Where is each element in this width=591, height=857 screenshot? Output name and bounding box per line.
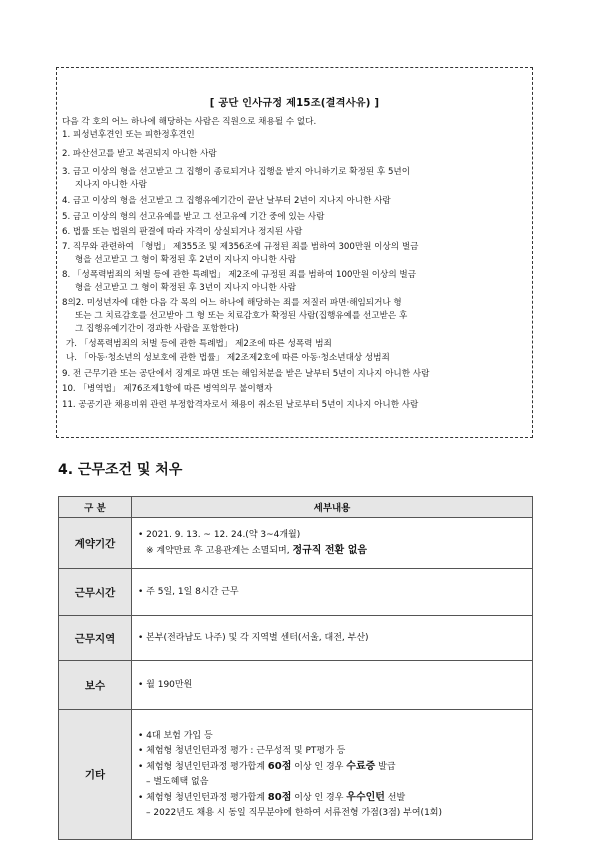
row-content-contract bbox=[132, 518, 533, 569]
header-details: 세부내용 bbox=[132, 497, 533, 518]
etc-line: • 체험형 청년인턴과정 평가 : 근무성적 및 PT평가 등 bbox=[138, 745, 346, 756]
table-row bbox=[59, 616, 533, 661]
etc-text: 이상 인 경우 bbox=[291, 792, 347, 803]
box-line: 7. 직무와 관련하여 「형법」 제355조 및 제356조에 규정된 죄를 범하여 300만원 이상의 벌금 bbox=[62, 242, 419, 252]
box-line: 지나지 아니한 사람 bbox=[75, 180, 147, 190]
work-conditions-table bbox=[58, 496, 533, 840]
etc-text: • 체험형 청년인턴과정 평가합계 bbox=[138, 792, 268, 803]
etc-line bbox=[138, 759, 526, 775]
box-line: 5. 금고 이상의 형의 선고유예를 받고 그 선고유예 기간 중에 있는 사람 bbox=[62, 212, 325, 222]
box-line: 8. 「성폭력범죄의 처벌 등에 관한 특례법」 제2조에 규정된 죄를 범하여 100만원 이상의 벌금 bbox=[62, 270, 416, 280]
row-content-pay: • 월 190만원 bbox=[132, 661, 533, 710]
box-line: 3. 금고 이상의 형을 선고받고 그 집행이 종료되거나 집행을 받지 아니하기로 확정된 후 5년이 bbox=[62, 167, 411, 177]
etc-line bbox=[138, 790, 526, 806]
contract-period-text: • 2021. 9. 13. ~ 12. 24.(약 3~4개월) bbox=[138, 529, 301, 540]
box-title: [ 공단 인사규정 제15조(결격사유) ] bbox=[209, 98, 380, 109]
box-line: 그 집행유예기간이 경과한 사람을 포함한다) bbox=[75, 324, 239, 334]
row-label-contract: 계약기간 bbox=[59, 518, 132, 569]
etc-excellent-intern: 우수인턴 bbox=[346, 791, 385, 803]
etc-line: – 별도혜택 없음 bbox=[146, 776, 209, 787]
etc-line: – 2022년도 채용 시 동일 직무분야에 한하여 서류전형 가점(3점) 부여(1회) bbox=[146, 807, 443, 818]
box-line: 나. 「아동·청소년의 성보호에 관한 법률」 제2조제2호에 따른 아동·청소년대상 성범죄 bbox=[66, 353, 390, 363]
box-line: 다음 각 호의 어느 하나에 해당하는 사람은 직원으로 채용될 수 없다. bbox=[62, 117, 317, 127]
etc-certificate: 수료증 bbox=[346, 760, 376, 772]
etc-text: 발급 bbox=[375, 761, 396, 772]
etc-score-60: 60점 bbox=[267, 760, 292, 772]
header-category: 구 분 bbox=[59, 497, 132, 518]
etc-text: 선발 bbox=[384, 792, 406, 803]
box-line: 8의2. 미성년자에 대한 다음 각 목의 어느 하나에 해당하는 죄를 저질러 파면·해임되거나 형 bbox=[62, 298, 402, 308]
table-row bbox=[59, 569, 533, 616]
etc-text: 이상 인 경우 bbox=[291, 761, 347, 772]
box-line: 4. 금고 이상의 형을 선고받고 그 집행유예기간이 끝난 날부터 2년이 지나지 아니한 사람 bbox=[62, 196, 391, 206]
row-label-hours: 근무시간 bbox=[59, 569, 132, 616]
box-line: 2. 파산선고를 받고 복권되지 아니한 사람 bbox=[62, 149, 217, 159]
contract-note-text: ※ 계약만료 후 고용관계는 소멸되며, bbox=[146, 545, 293, 556]
table-header-row bbox=[59, 497, 533, 518]
box-line: 형을 선고받고 그 형이 확정된 후 3년이 지나지 아니한 사람 bbox=[75, 283, 296, 293]
row-label-location: 근무지역 bbox=[59, 616, 132, 661]
table-row bbox=[59, 518, 533, 569]
box-line: 가. 「성폭력범죄의 처벌 등에 관한 특례법」 제2조에 따른 성폭력 범죄 bbox=[66, 339, 332, 349]
box-line: 10. 「병역법」 제76조제1항에 따른 병역의무 불이행자 bbox=[62, 384, 273, 394]
table-row bbox=[59, 710, 533, 840]
box-line: 9. 전 근무기관 또는 공단에서 징계로 파면 또는 해임처분을 받은 날부터 5년이 지나지 아니한 사람 bbox=[62, 369, 430, 379]
contract-note bbox=[138, 543, 526, 559]
row-label-etc: 기타 bbox=[59, 710, 132, 840]
table-row bbox=[59, 661, 533, 710]
row-content-etc bbox=[132, 710, 533, 840]
section-title: 4. 근무조건 및 처우 bbox=[58, 462, 183, 478]
box-line: 11. 공공기관 채용비위 관련 부정합격자로서 채용이 취소된 날로부터 5년이 지나지 아니한 사람 bbox=[62, 400, 419, 410]
etc-text: • 체험형 청년인턴과정 평가합계 bbox=[138, 761, 268, 772]
box-line: 6. 법률 또는 법원의 판결에 따라 자격이 상실되거나 정지된 사람 bbox=[62, 227, 303, 237]
box-line: 1. 피성년후견인 또는 피한정후견인 bbox=[62, 130, 195, 140]
row-label-pay: 보수 bbox=[59, 661, 132, 710]
etc-line: • 4대 보험 가입 등 bbox=[138, 730, 213, 741]
box-line: 형을 선고받고 그 형이 확정된 후 2년이 지나지 아니한 사람 bbox=[75, 255, 296, 265]
row-content-hours: • 주 5일, 1일 8시간 근무 bbox=[132, 569, 533, 616]
row-content-location: • 본부(전라남도 나주) 및 각 지역별 센터(서울, 대전, 부산) bbox=[132, 616, 533, 661]
box-line: 또는 그 치료감호를 선고받아 그 형 또는 치료감호가 확정된 사람(집행유예를 선고받은 후 bbox=[75, 311, 408, 321]
etc-score-80: 80점 bbox=[267, 791, 292, 803]
contract-note-bold: 정규직 전환 없음 bbox=[292, 544, 368, 556]
